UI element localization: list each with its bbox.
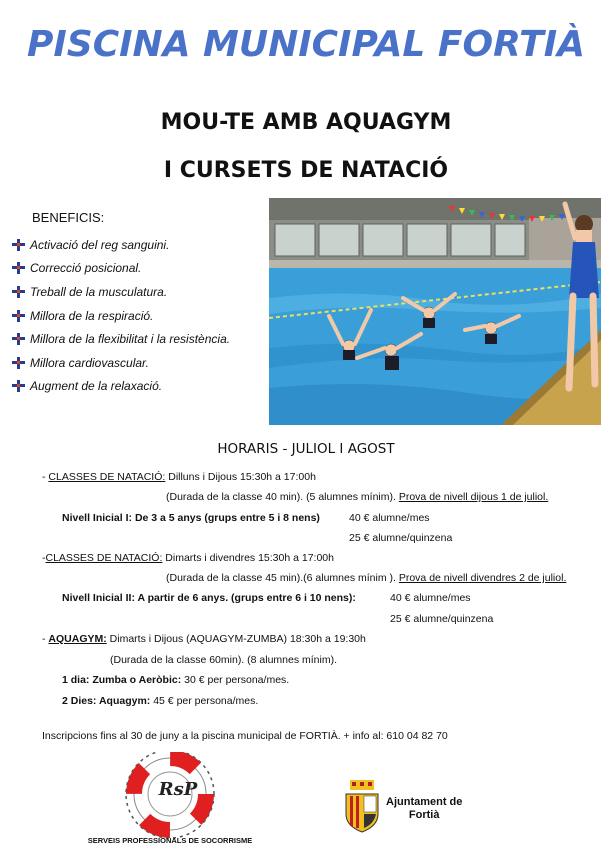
aquagym-option: 2 Dies: Aquagym: 45 € per persona/mes.: [62, 695, 259, 707]
schedule-line: - AQUAGYM: Dimarts i Dijous (AQUAGYM-ZUMBA) 18:30h a 19:30h: [42, 633, 366, 645]
inscriptions-info: Inscripcions fins al 30 de juny a la piscina municipal de FORTIÀ. + info al: 610 04 82 70: [42, 730, 448, 742]
cross-bullet-icon: [12, 380, 26, 392]
level-line: Nivell Inicial II: A partir de 6 anys. (grups entre 6 i 10 nens):: [62, 592, 356, 604]
aquagym-option: 1 dia: Zumba o Aeròbic: 30 € per persona/mes.: [62, 674, 290, 686]
schedule-line: (Durada de la classe 60min). (8 alumnes mínim).: [110, 654, 338, 666]
rsp-logo-text: RsP: [158, 779, 198, 800]
price-line: 25 € alumne/quinzena: [349, 532, 453, 544]
ajuntament-name: Ajuntament de Fortià: [386, 796, 463, 821]
schedule-line: (Durada de la classe 45 min).(6 alumnes mínim ). Prova de nivell divendres 2 de juliol.: [166, 572, 567, 584]
price-line: 40 € alumne/mes: [390, 592, 471, 604]
list-item: Augment de la relaxació.: [12, 375, 230, 399]
benefits-title: BENEFICIS:: [32, 210, 105, 225]
level-line: Nivell Inicial I: De 3 a 5 anys (grups entre 5 i 8 nens): [62, 512, 320, 524]
cross-bullet-icon: [12, 239, 26, 251]
cross-bullet-icon: [12, 310, 26, 322]
rsp-caption: SERVEIS PROFESSIONALS DE SOCORRISME: [87, 836, 253, 845]
cross-bullet-icon: [12, 262, 26, 274]
schedule-line: - CLASSES DE NATACIÓ: Dilluns i Dijous 15:30h a 17:00h: [42, 471, 316, 483]
price-line: 25 € alumne/quinzena: [390, 613, 494, 625]
subtitle-swimming: I CURSETS DE NATACIÓ: [163, 158, 449, 183]
list-item: Treball de la musculatura.: [12, 280, 230, 304]
list-item: Millora de la flexibilitat i la resistència.: [12, 327, 230, 351]
schedule-title: HORARIS - JULIOL I AGOST: [217, 441, 395, 457]
schedule-line: (Durada de la classe 40 min). (5 alumnes mínim). Prova de nivell dijous 1 de juliol.: [166, 491, 549, 503]
subtitle-aquagym: MOU-TE AMB AQUAGYM: [160, 110, 452, 135]
page-title: PISCINA MUNICIPAL FORTIÀ: [27, 24, 585, 65]
list-item: Correcció posicional.: [12, 257, 230, 281]
list-item: Millora cardiovascular.: [12, 351, 230, 375]
pool-photo: [269, 198, 601, 425]
cross-bullet-icon: [12, 286, 26, 298]
cross-bullet-icon: [12, 357, 26, 369]
price-line: 40 € alumne/mes: [349, 512, 430, 524]
schedule-line: -CLASSES DE NATACIÓ: Dimarts i divendres 15:30h a 17:00h: [42, 552, 334, 564]
benefits-list: [12, 233, 230, 398]
cross-bullet-icon: [12, 333, 26, 345]
list-item: Millora de la respiració.: [12, 304, 230, 328]
list-item: Activació del reg sanguini.: [12, 233, 230, 257]
